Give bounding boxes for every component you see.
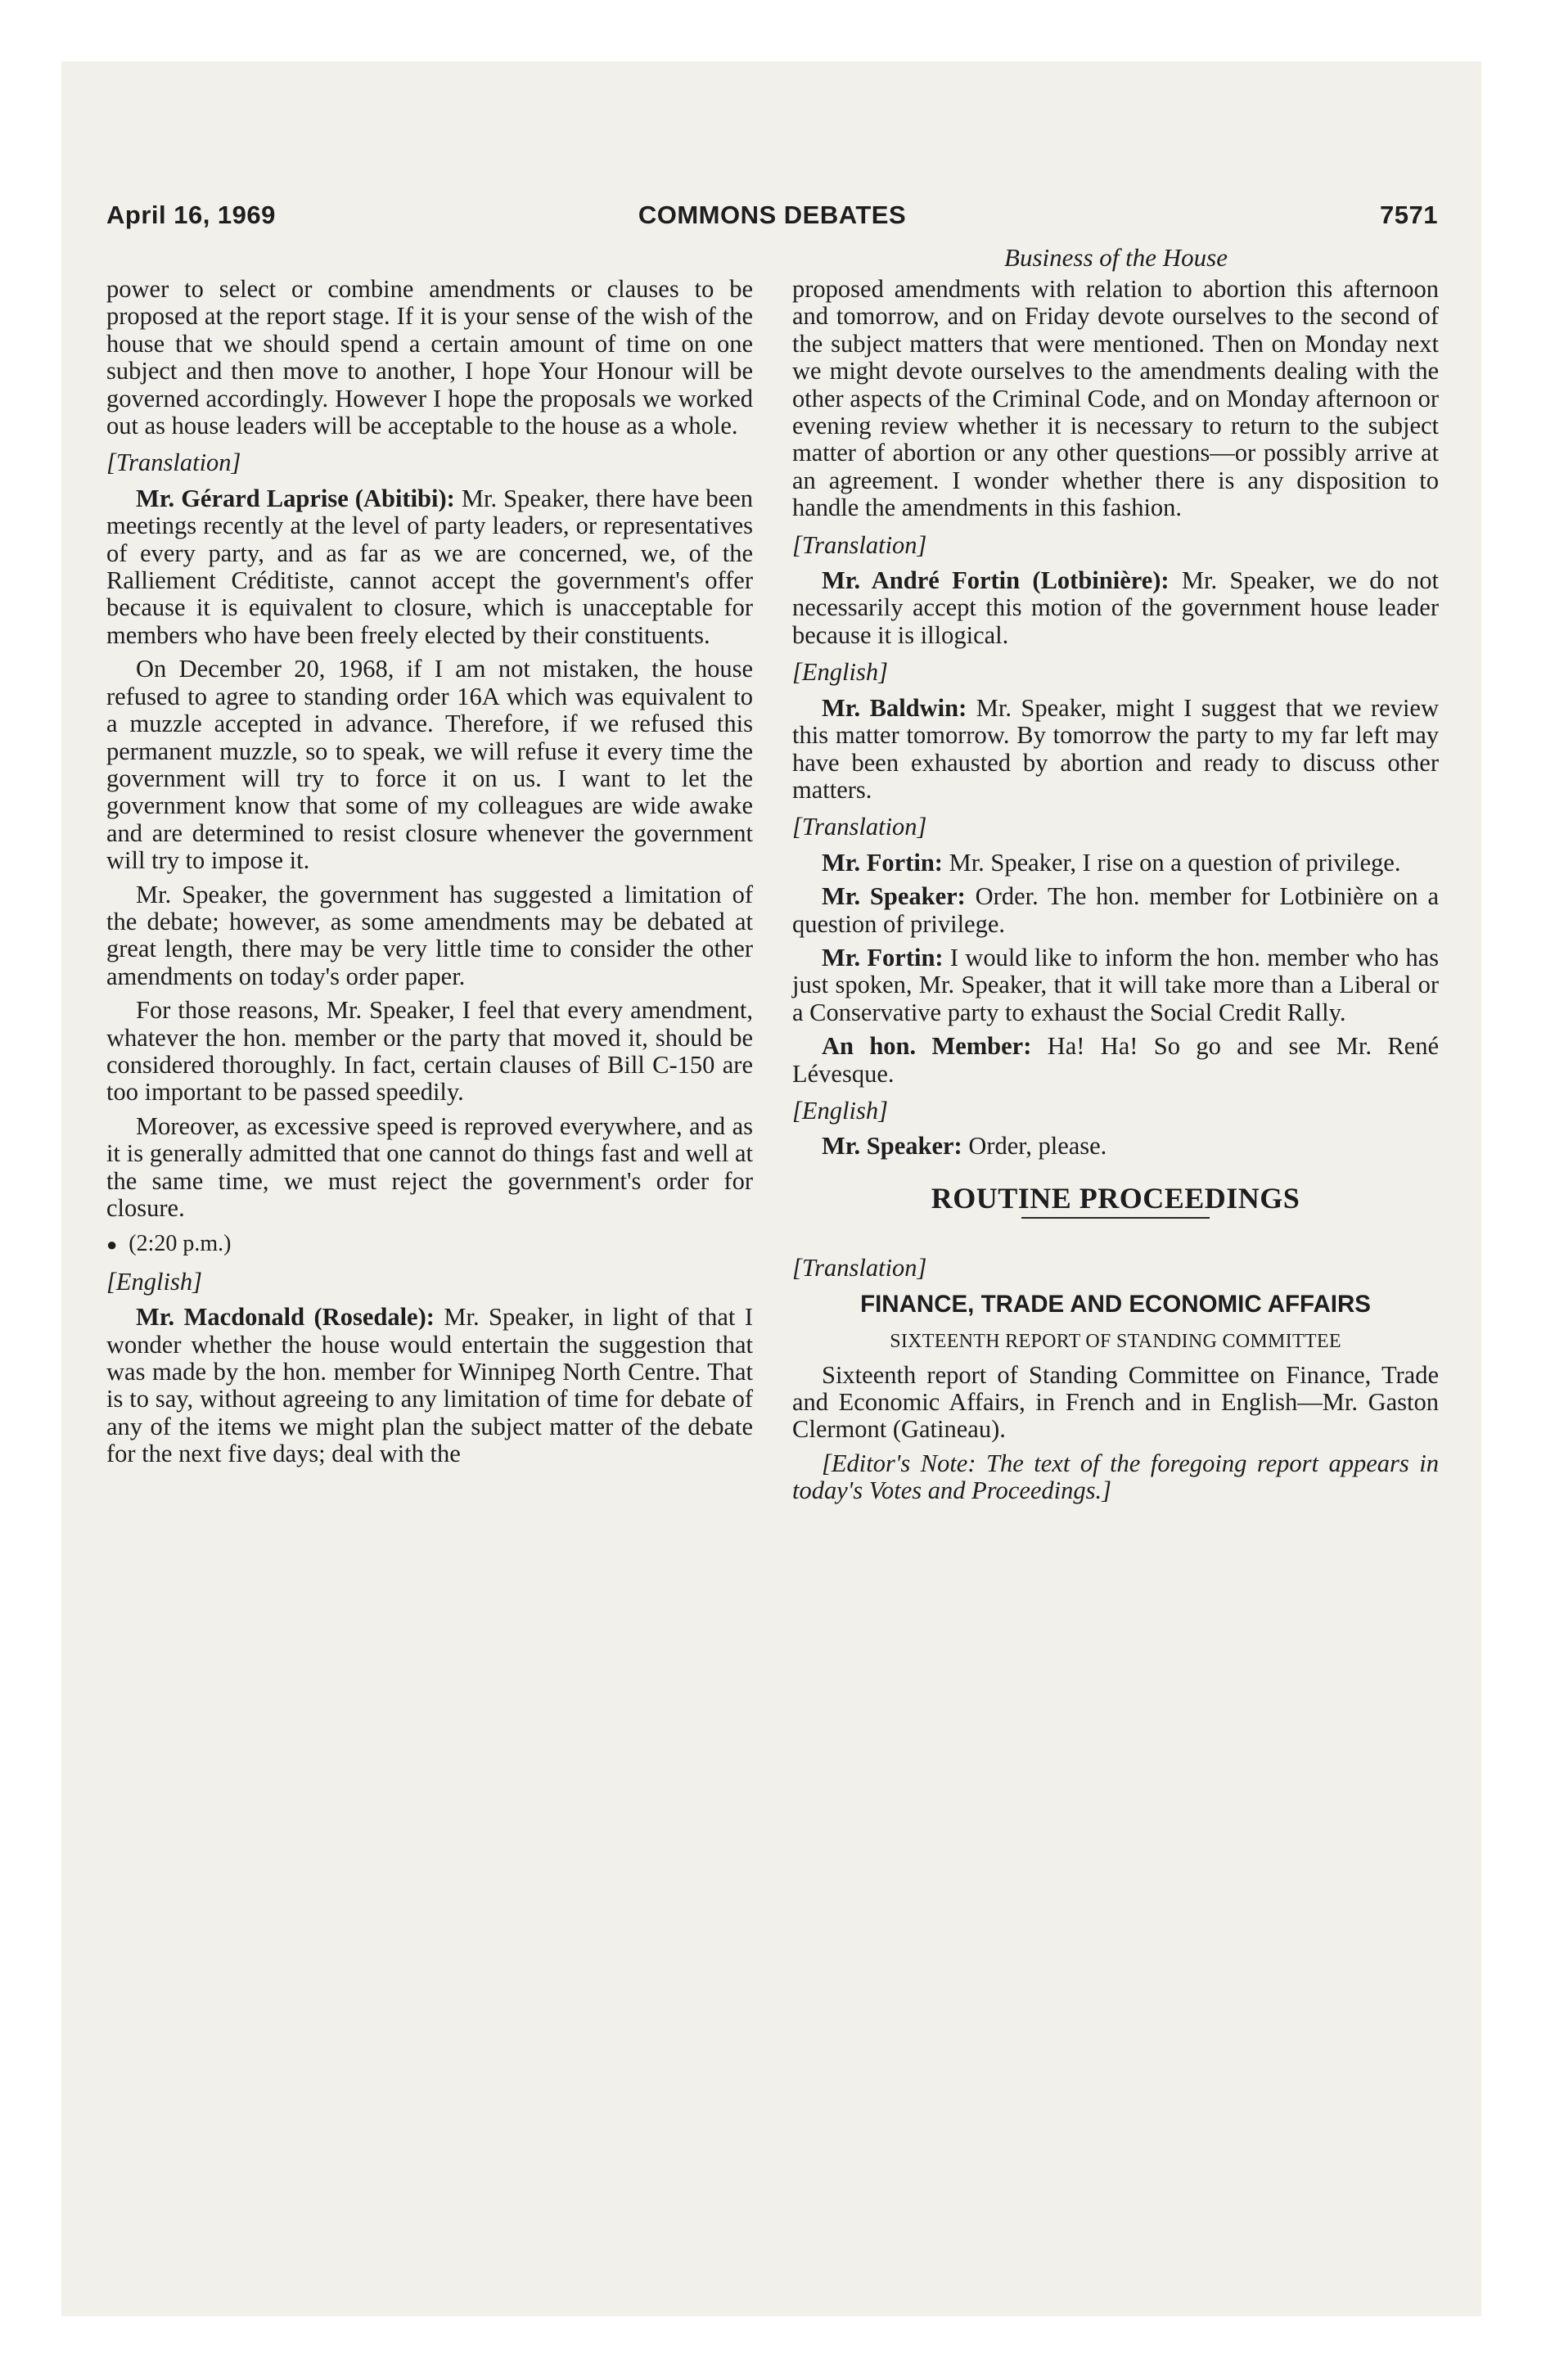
speech [106,1304,753,1467]
speech [792,1033,1439,1088]
right-column [792,276,1439,1512]
speech [792,850,1439,877]
paragraph: Moreover, as excessive speed is reproved everywhere, and as it is generally admitted that one cannot do things fast and well at the same time, we must reject the government's order for closure. [106,1111,753,1222]
speech-text: Mr. Speaker, there have been meetings recently at the level of party leaders, or representatives of every party, and as far as we are concerned, we, of the Ralliement Créditiste, cannot accept the government's offer because it is equivalent to closure, which is unacceptable for members who have been freely elected by their constituents. [106,484,753,649]
section-title: ROUTINE PROCEEDINGS [931,1181,1300,1215]
speaker-name: Mr. Gérard Laprise (Abitibi): [136,484,455,512]
page-header [106,201,1438,241]
language-marker: [Translation] [106,449,241,477]
speech-text: Mr. Speaker, I rise on a question of privilege. [949,848,1401,877]
speaker-name: Mr. Macdonald (Rosedale): [136,1303,435,1332]
speech [792,883,1439,938]
header-page-number: 7571 [1380,201,1438,229]
speech-text: Order. The hon. member for Lotbinière on a question of privilege. [792,882,1440,938]
speech [792,567,1439,649]
language-marker: [Translation] [792,813,927,841]
speaker-name: Mr. André Fortin (Lotbinière): [822,566,1170,595]
subsection-title: FINANCE, TRADE AND ECONOMIC AFFAIRS [860,1290,1371,1318]
speech [106,485,753,649]
paragraph: For those reasons, Mr. Speaker, I feel that every amendment, whatever the hon. member or the party that moved it, should be considered thoroughly. In fact, certain clauses of Bill C-150 are too important to be passed speedily. [106,996,753,1107]
speech-text: Ha! Ha! So go and see Mr. René Lévesque. [792,1032,1439,1088]
time-text: (2:20 p.m.) [128,1231,232,1257]
speech-text: Mr. Speaker, we do not necessarily accept this motion of the government house leader because it is illogical. [792,566,1439,649]
page-sheet [61,61,1481,2316]
paragraph: Sixteenth report of Standing Committee on Finance, Trade and Economic Affairs, in French and in English—Mr. Gaston Clermont (Gatineau). [792,1360,1439,1444]
speaker-name: Mr. Baldwin: [822,693,967,722]
running-subheading: Business of the House [1004,243,1228,272]
language-marker: [Translation] [792,1254,927,1282]
speaker-name: Mr. Speaker: [822,882,966,911]
header-title: COMMONS DEBATES [638,201,907,229]
speech [792,1133,1439,1160]
language-marker: [English] [792,658,888,687]
editors-note: [Editor's Note: The text of the foregoing report appears in today's Votes and Proceedings.] [792,1449,1439,1505]
paragraph: On December 20, 1968, if I am not mistaken, the house refused to agree to standing order 16A which was equivalent to a muzzle accepted in advance. Therefore, if we refused this permanent muzzle, so to speak, we will refuse it every time the government will try to force it on us. I want to let the government know that some of my colleagues are wide awake and are determined to resist closure whenever the government will try to impose it. [106,655,753,875]
speech-text: I would like to inform the hon. member who has just spoken, Mr. Speaker, that it will take more than a Liberal or a Conservative party to exhaust the Social Credit Rally. [792,943,1439,1026]
speaker-name: An hon. Member: [822,1032,1032,1061]
paragraph: Mr. Speaker, the government has suggested a limitation of the debate; however, as some amendments may be debated at great length, there may be very little time to consider the other amendments on today's order paper. [106,880,753,990]
report-title: SIXTEENTH REPORT OF STANDING COMMITTEE [890,1330,1341,1352]
header-date: April 16, 1969 [106,201,276,229]
speech-text: Mr. Speaker, in light of that I wonder whether the house would entertain the suggestion that was made by the hon. member for Winnipeg North Centre. That is to say, without agreeing to any limitation of time for debate of any of the items we might plan the subject matter of the debate for the next five days; deal with the [106,1303,753,1468]
speech-text: Order, please. [968,1132,1107,1161]
language-marker: [Translation] [792,530,927,559]
speaker-name: Mr. Fortin: [822,943,944,971]
speech [792,944,1439,1026]
speaker-name: Mr. Speaker: [822,1132,962,1161]
paragraph: proposed amendments with relation to abortion this afternoon and tomorrow, and on Friday devote ourselves to the second of the subject matters that were mentioned. Then on Monday next we might devote ourselves to the amendments dealing with the other aspects of the Criminal Code, and on Monday afternoon or evening review whether it is necessary to return to the subject matter of abortion or any other questions—or possibly arrive at an agreement. I wonder whether there is any disposition to handle the amendments in this fashion. [792,275,1439,522]
speaker-name: Mr. Fortin: [822,848,943,877]
language-marker: [English] [106,1267,202,1296]
speech-text: Mr. Speaker, might I suggest that we review this matter tomorrow. By tomorrow the party to my far left may have been exhausted by abortion and ready to discuss other matters. [792,693,1439,804]
left-column [106,276,753,1475]
paragraph: power to select or combine amendments or clauses to be proposed at the report stage. If it is your sense of the wish of the house that we should spend a certain amount of time on one subject and then move to another, I hope Your Honour will be governed accordingly. However I hope the proposals we worked out as house leaders will be acceptable to the house as a whole. [106,275,753,440]
speech [792,695,1439,805]
time-marker [106,1230,753,1258]
bullet-icon: ● [106,1234,118,1255]
section-divider [1021,1217,1210,1219]
language-marker: [English] [792,1096,888,1125]
